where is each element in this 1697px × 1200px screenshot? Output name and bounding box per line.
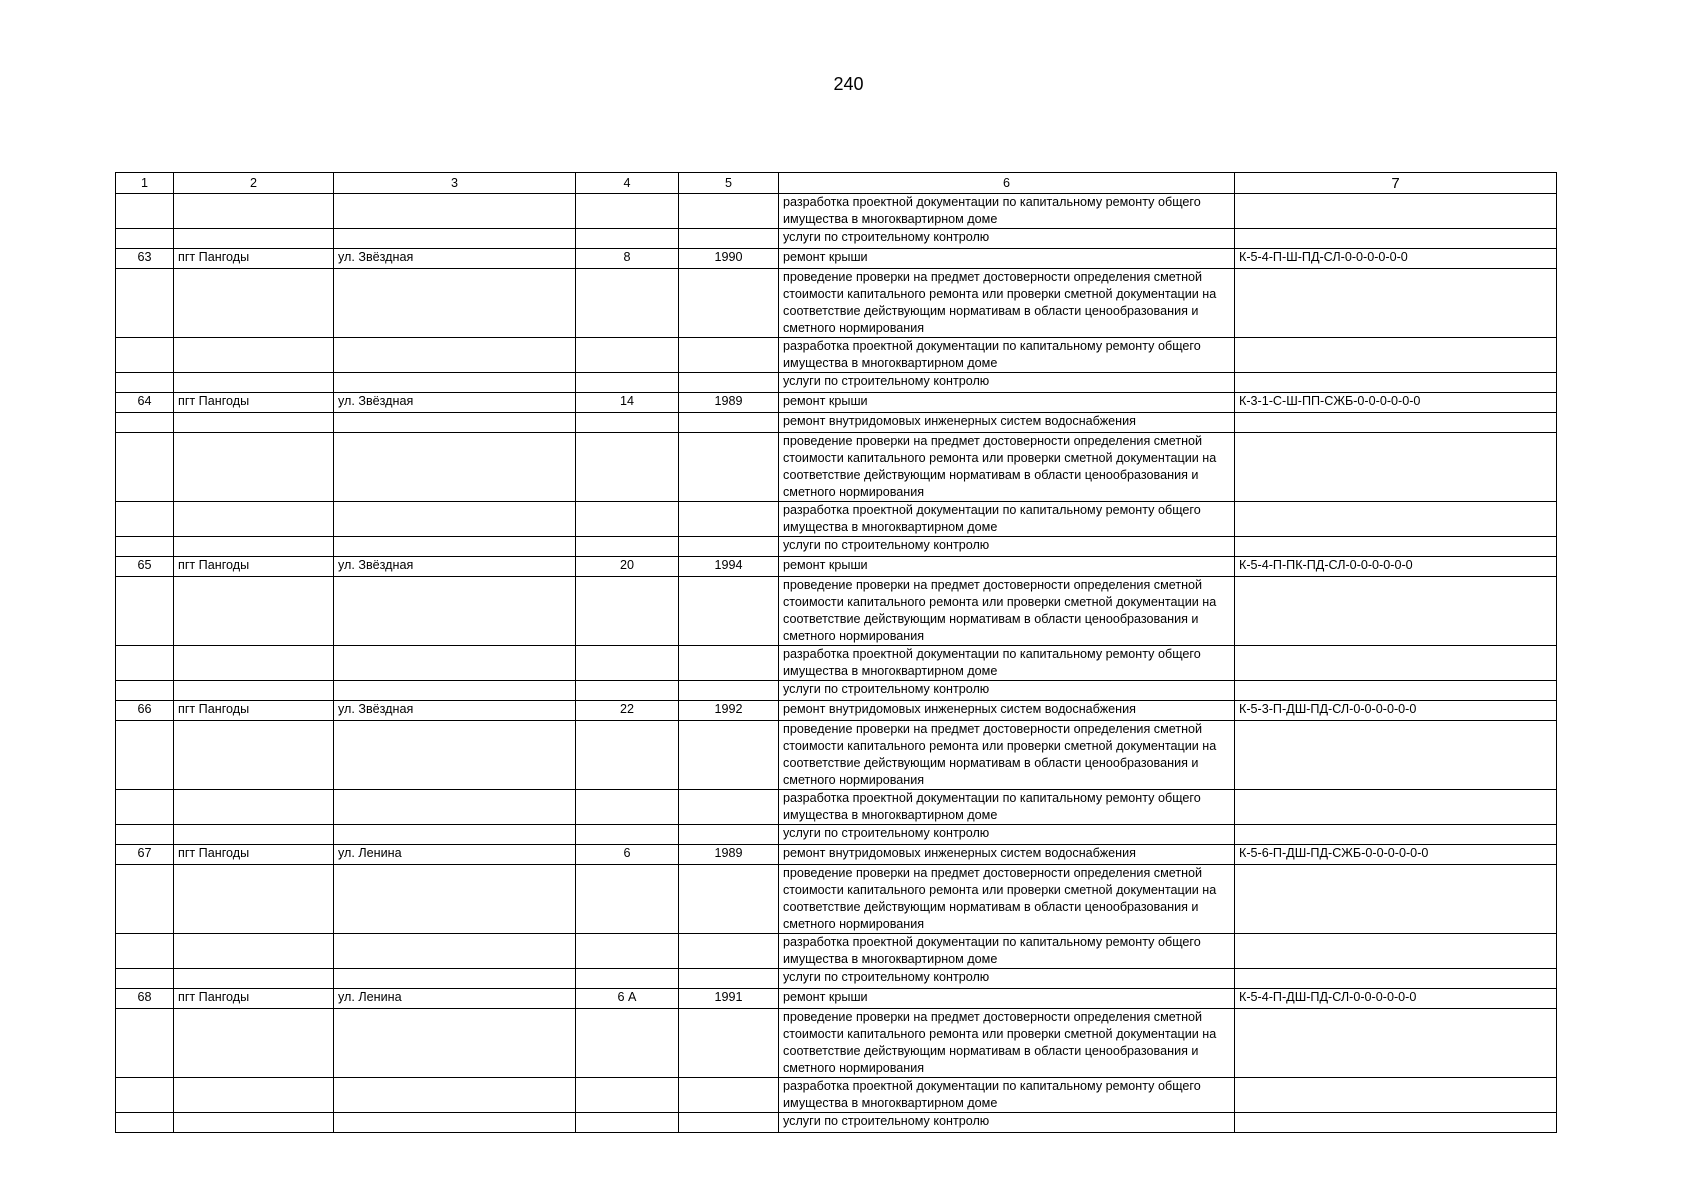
cell-building: 14 bbox=[576, 393, 679, 413]
cell-building bbox=[576, 681, 679, 701]
cell-locality bbox=[174, 537, 334, 557]
cell-locality bbox=[174, 969, 334, 989]
table-row bbox=[116, 229, 1557, 249]
cell-work-type: услуги по строительному контролю bbox=[779, 373, 1235, 393]
cell-work-type: ремонт крыши bbox=[779, 989, 1235, 1009]
cell-year: 1989 bbox=[679, 845, 779, 865]
cell-street bbox=[334, 413, 576, 433]
table-row bbox=[116, 865, 1557, 934]
cell-code bbox=[1235, 338, 1557, 373]
cell-street bbox=[334, 577, 576, 646]
cell-number bbox=[116, 502, 174, 537]
cell-code: К-5-6-П-ДШ-ПД-СЖБ-0-0-0-0-0-0 bbox=[1235, 845, 1557, 865]
cell-building bbox=[576, 433, 679, 502]
cell-number: 68 bbox=[116, 989, 174, 1009]
cell-building bbox=[576, 577, 679, 646]
cell-code bbox=[1235, 433, 1557, 502]
table-row bbox=[116, 502, 1557, 537]
cell-locality bbox=[174, 646, 334, 681]
cell-code bbox=[1235, 721, 1557, 790]
cell-year bbox=[679, 1078, 779, 1113]
cell-year bbox=[679, 969, 779, 989]
cell-code: К-5-4-П-ДШ-ПД-СЛ-0-0-0-0-0-0 bbox=[1235, 989, 1557, 1009]
cell-year bbox=[679, 433, 779, 502]
cell-number: 64 bbox=[116, 393, 174, 413]
cell-locality bbox=[174, 721, 334, 790]
cell-locality bbox=[174, 825, 334, 845]
cell-work-type: услуги по строительному контролю bbox=[779, 537, 1235, 557]
cell-locality bbox=[174, 934, 334, 969]
header-row bbox=[116, 173, 1557, 194]
cell-street bbox=[334, 1009, 576, 1078]
table-row bbox=[116, 577, 1557, 646]
cell-work-type: услуги по строительному контролю bbox=[779, 969, 1235, 989]
cell-street bbox=[334, 934, 576, 969]
cell-locality bbox=[174, 577, 334, 646]
cell-number bbox=[116, 338, 174, 373]
cell-code bbox=[1235, 969, 1557, 989]
cell-code bbox=[1235, 646, 1557, 681]
table-row bbox=[116, 989, 1557, 1009]
cell-code: К-3-1-С-Ш-ПП-СЖБ-0-0-0-0-0-0 bbox=[1235, 393, 1557, 413]
cell-building bbox=[576, 790, 679, 825]
cell-locality bbox=[174, 1113, 334, 1133]
cell-work-type: проведение проверки на предмет достоверности определения сметной стоимости капитального ремонта или проверки сметной документации на соответствие действующим нормативам в области ценообразования и сметного нормирования bbox=[779, 865, 1235, 934]
cell-building bbox=[576, 1009, 679, 1078]
cell-year: 1994 bbox=[679, 557, 779, 577]
cell-locality bbox=[174, 790, 334, 825]
cell-code: К-5-4-П-ПК-ПД-СЛ-0-0-0-0-0-0 bbox=[1235, 557, 1557, 577]
cell-code bbox=[1235, 681, 1557, 701]
cell-building bbox=[576, 194, 679, 229]
cell-code bbox=[1235, 577, 1557, 646]
cell-year bbox=[679, 537, 779, 557]
cell-work-type: проведение проверки на предмет достоверности определения сметной стоимости капитального ремонта или проверки сметной документации на соответствие действующим нормативам в области ценообразования и сметного нормирования bbox=[779, 1009, 1235, 1078]
cell-building: 6 bbox=[576, 845, 679, 865]
cell-locality bbox=[174, 413, 334, 433]
cell-number: 65 bbox=[116, 557, 174, 577]
cell-number bbox=[116, 413, 174, 433]
cell-year: 1992 bbox=[679, 701, 779, 721]
cell-number bbox=[116, 790, 174, 825]
cell-building bbox=[576, 413, 679, 433]
cell-year bbox=[679, 721, 779, 790]
cell-work-type: проведение проверки на предмет достоверности определения сметной стоимости капитального ремонта или проверки сметной документации на соответствие действующим нормативам в области ценообразования и сметного нормирования bbox=[779, 433, 1235, 502]
cell-work-type: услуги по строительному контролю bbox=[779, 229, 1235, 249]
cell-work-type: проведение проверки на предмет достоверности определения сметной стоимости капитального ремонта или проверки сметной документации на соответствие действующим нормативам в области ценообразования и сметного нормирования bbox=[779, 721, 1235, 790]
cell-work-type: разработка проектной документации по капитальному ремонту общего имущества в многоквартирном доме bbox=[779, 646, 1235, 681]
cell-building bbox=[576, 934, 679, 969]
cell-street bbox=[334, 338, 576, 373]
cell-year bbox=[679, 1009, 779, 1078]
cell-locality: пгт Пангоды bbox=[174, 989, 334, 1009]
table-row bbox=[116, 646, 1557, 681]
cell-street bbox=[334, 229, 576, 249]
cell-street bbox=[334, 646, 576, 681]
cell-year bbox=[679, 646, 779, 681]
cell-building: 6 А bbox=[576, 989, 679, 1009]
cell-number bbox=[116, 646, 174, 681]
column-header-7: 7 bbox=[1235, 173, 1557, 194]
cell-work-type: проведение проверки на предмет достоверности определения сметной стоимости капитального ремонта или проверки сметной документации на соответствие действующим нормативам в области ценообразования и сметного нормирования bbox=[779, 577, 1235, 646]
cell-street: ул. Ленина bbox=[334, 989, 576, 1009]
cell-code bbox=[1235, 790, 1557, 825]
cell-number: 66 bbox=[116, 701, 174, 721]
cell-code bbox=[1235, 934, 1557, 969]
cell-year bbox=[679, 502, 779, 537]
cell-work-type: разработка проектной документации по капитальному ремонту общего имущества в многоквартирном доме bbox=[779, 194, 1235, 229]
cell-number bbox=[116, 373, 174, 393]
cell-building bbox=[576, 269, 679, 338]
cell-street bbox=[334, 1078, 576, 1113]
cell-street bbox=[334, 681, 576, 701]
column-header-6: 6 bbox=[779, 173, 1235, 194]
table-row bbox=[116, 969, 1557, 989]
cell-locality bbox=[174, 681, 334, 701]
cell-number bbox=[116, 1009, 174, 1078]
cell-number bbox=[116, 969, 174, 989]
cell-code bbox=[1235, 1113, 1557, 1133]
table-row bbox=[116, 413, 1557, 433]
table-row bbox=[116, 269, 1557, 338]
cell-street bbox=[334, 269, 576, 338]
cell-street bbox=[334, 825, 576, 845]
cell-building bbox=[576, 825, 679, 845]
table-row bbox=[116, 338, 1557, 373]
cell-code bbox=[1235, 1009, 1557, 1078]
table-row bbox=[116, 1113, 1557, 1133]
cell-work-type: разработка проектной документации по капитальному ремонту общего имущества в многоквартирном доме bbox=[779, 790, 1235, 825]
cell-work-type: ремонт крыши bbox=[779, 393, 1235, 413]
cell-work-type: разработка проектной документации по капитальному ремонту общего имущества в многоквартирном доме bbox=[779, 934, 1235, 969]
cell-year: 1991 bbox=[679, 989, 779, 1009]
cell-code bbox=[1235, 537, 1557, 557]
cell-street: ул. Ленина bbox=[334, 845, 576, 865]
column-header-1: 1 bbox=[116, 173, 174, 194]
cell-locality bbox=[174, 865, 334, 934]
cell-year bbox=[679, 790, 779, 825]
cell-locality bbox=[174, 269, 334, 338]
cell-locality bbox=[174, 338, 334, 373]
table-row bbox=[116, 701, 1557, 721]
table-row bbox=[116, 934, 1557, 969]
cell-building: 8 bbox=[576, 249, 679, 269]
cell-building bbox=[576, 338, 679, 373]
cell-locality: пгт Пангоды bbox=[174, 701, 334, 721]
cell-year bbox=[679, 934, 779, 969]
cell-year bbox=[679, 229, 779, 249]
table-row bbox=[116, 845, 1557, 865]
cell-code bbox=[1235, 413, 1557, 433]
cell-work-type: ремонт крыши bbox=[779, 249, 1235, 269]
cell-code: К-5-3-П-ДШ-ПД-СЛ-0-0-0-0-0-0 bbox=[1235, 701, 1557, 721]
cell-locality bbox=[174, 229, 334, 249]
cell-street bbox=[334, 865, 576, 934]
column-header-3: 3 bbox=[334, 173, 576, 194]
table-row bbox=[116, 1078, 1557, 1113]
cell-work-type: ремонт внутридомовых инженерных систем водоснабжения bbox=[779, 701, 1235, 721]
cell-number bbox=[116, 229, 174, 249]
cell-year bbox=[679, 825, 779, 845]
cell-street bbox=[334, 790, 576, 825]
cell-number: 63 bbox=[116, 249, 174, 269]
cell-building bbox=[576, 537, 679, 557]
cell-locality bbox=[174, 502, 334, 537]
cell-year bbox=[679, 865, 779, 934]
cell-building bbox=[576, 865, 679, 934]
cell-number bbox=[116, 825, 174, 845]
table-row bbox=[116, 681, 1557, 701]
cell-code bbox=[1235, 1078, 1557, 1113]
cell-code bbox=[1235, 194, 1557, 229]
cell-locality: пгт Пангоды bbox=[174, 557, 334, 577]
cell-code bbox=[1235, 502, 1557, 537]
cell-work-type: проведение проверки на предмет достоверности определения сметной стоимости капитального ремонта или проверки сметной документации на соответствие действующим нормативам в области ценообразования и сметного нормирования bbox=[779, 269, 1235, 338]
cell-number bbox=[116, 865, 174, 934]
cell-street bbox=[334, 969, 576, 989]
cell-year bbox=[679, 1113, 779, 1133]
table-row bbox=[116, 557, 1557, 577]
cell-year bbox=[679, 338, 779, 373]
table-row bbox=[116, 433, 1557, 502]
cell-building: 22 bbox=[576, 701, 679, 721]
cell-number bbox=[116, 721, 174, 790]
cell-work-type: разработка проектной документации по капитальному ремонту общего имущества в многоквартирном доме bbox=[779, 338, 1235, 373]
column-header-2: 2 bbox=[174, 173, 334, 194]
cell-code bbox=[1235, 373, 1557, 393]
cell-code bbox=[1235, 269, 1557, 338]
cell-street bbox=[334, 502, 576, 537]
cell-number bbox=[116, 537, 174, 557]
cell-locality bbox=[174, 373, 334, 393]
cell-number bbox=[116, 1113, 174, 1133]
page-number: 240 bbox=[833, 74, 864, 94]
cell-street bbox=[334, 373, 576, 393]
cell-building bbox=[576, 1113, 679, 1133]
cell-street bbox=[334, 194, 576, 229]
cell-number: 67 bbox=[116, 845, 174, 865]
cell-street bbox=[334, 721, 576, 790]
column-header-4: 4 bbox=[576, 173, 679, 194]
table-row bbox=[116, 721, 1557, 790]
cell-work-type: разработка проектной документации по капитальному ремонту общего имущества в многоквартирном доме bbox=[779, 502, 1235, 537]
cell-street bbox=[334, 433, 576, 502]
cell-street: ул. Звёздная bbox=[334, 249, 576, 269]
cell-year: 1989 bbox=[679, 393, 779, 413]
cell-number bbox=[116, 934, 174, 969]
table-row bbox=[116, 393, 1557, 413]
cell-work-type: ремонт внутридомовых инженерных систем водоснабжения bbox=[779, 845, 1235, 865]
cell-year bbox=[679, 194, 779, 229]
cell-building bbox=[576, 721, 679, 790]
cell-work-type: ремонт внутридомовых инженерных систем водоснабжения bbox=[779, 413, 1235, 433]
cell-street: ул. Звёздная bbox=[334, 701, 576, 721]
cell-year bbox=[679, 681, 779, 701]
table-row bbox=[116, 790, 1557, 825]
cell-code bbox=[1235, 825, 1557, 845]
cell-street bbox=[334, 537, 576, 557]
work-schedule-table bbox=[115, 172, 1557, 1133]
cell-locality: пгт Пангоды bbox=[174, 249, 334, 269]
table-row bbox=[116, 249, 1557, 269]
cell-year bbox=[679, 373, 779, 393]
cell-work-type: услуги по строительному контролю bbox=[779, 1113, 1235, 1133]
table-row bbox=[116, 194, 1557, 229]
cell-locality bbox=[174, 194, 334, 229]
cell-work-type: ремонт крыши bbox=[779, 557, 1235, 577]
cell-number bbox=[116, 577, 174, 646]
cell-locality: пгт Пангоды bbox=[174, 845, 334, 865]
cell-number bbox=[116, 194, 174, 229]
cell-number bbox=[116, 681, 174, 701]
table-row bbox=[116, 537, 1557, 557]
cell-locality: пгт Пангоды bbox=[174, 393, 334, 413]
cell-work-type: услуги по строительному контролю bbox=[779, 825, 1235, 845]
column-header-5: 5 bbox=[679, 173, 779, 194]
table-body bbox=[116, 194, 1557, 1133]
cell-number bbox=[116, 433, 174, 502]
cell-year bbox=[679, 413, 779, 433]
cell-building bbox=[576, 229, 679, 249]
cell-year: 1990 bbox=[679, 249, 779, 269]
cell-building bbox=[576, 969, 679, 989]
cell-street bbox=[334, 1113, 576, 1133]
cell-number bbox=[116, 269, 174, 338]
table-row bbox=[116, 1009, 1557, 1078]
table-row bbox=[116, 825, 1557, 845]
cell-work-type: услуги по строительному контролю bbox=[779, 681, 1235, 701]
cell-locality bbox=[174, 1009, 334, 1078]
cell-work-type: разработка проектной документации по капитальному ремонту общего имущества в многоквартирном доме bbox=[779, 1078, 1235, 1113]
cell-building bbox=[576, 646, 679, 681]
cell-number bbox=[116, 1078, 174, 1113]
cell-code bbox=[1235, 229, 1557, 249]
cell-street: ул. Звёздная bbox=[334, 557, 576, 577]
cell-street: ул. Звёздная bbox=[334, 393, 576, 413]
cell-code: К-5-4-П-Ш-ПД-СЛ-0-0-0-0-0-0 bbox=[1235, 249, 1557, 269]
table-row bbox=[116, 373, 1557, 393]
cell-year bbox=[679, 269, 779, 338]
cell-building bbox=[576, 502, 679, 537]
cell-building bbox=[576, 373, 679, 393]
cell-code bbox=[1235, 865, 1557, 934]
cell-locality bbox=[174, 1078, 334, 1113]
cell-building bbox=[576, 1078, 679, 1113]
cell-locality bbox=[174, 433, 334, 502]
cell-building: 20 bbox=[576, 557, 679, 577]
cell-year bbox=[679, 577, 779, 646]
